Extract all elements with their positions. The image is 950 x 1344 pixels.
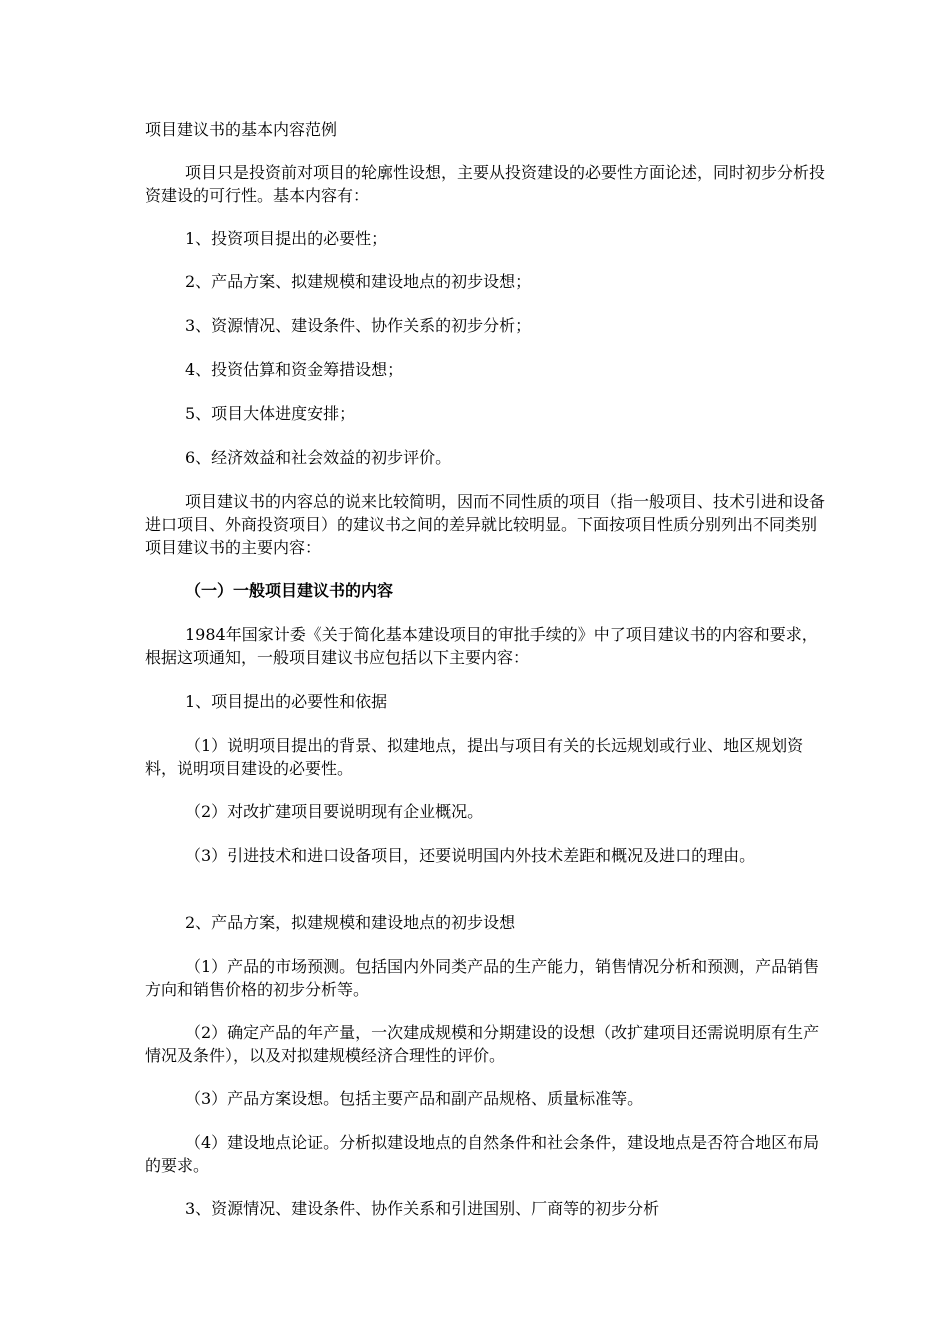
item1-sub2: （2）对改扩建项目要说明现有企业概况。 [185, 802, 484, 821]
item1-sub3: （3）引进技术和进口设备项目，还要说明国内外技术差距和概况及进口的理由。 [185, 846, 756, 865]
basic-item-4: 4、投资估算和资金筹措设想； [185, 360, 404, 379]
document-title: 项目建议书的基本内容范例 [145, 120, 338, 139]
intro-paragraph: 项目只是投资前对项目的轮廓性设想，主要从投资建设的必要性方面论述，同时初步分析投资建设的可行性。基本内容有： [145, 163, 826, 205]
summary-paragraph: 项目建议书的内容总的说来比较简明，因而不同性质的项目（指一般项目、技术引进和设备进口项目、外商投资项目）的建议书之间的差异就比较明显。下面按项目性质分别列出不同类别项目建议书的主要内容： [145, 492, 826, 557]
item1-title: 1、项目提出的必要性和依据 [185, 692, 388, 711]
item2-title: 2、产品方案，拟建规模和建设地点的初步设想 [185, 913, 516, 932]
basic-item-1: 1、投资项目提出的必要性； [185, 229, 388, 248]
item2-sub1: （1）产品的市场预测。包括国内外同类产品的生产能力，销售情况分析和预测，产品销售方向和销售价格的初步分析等。 [145, 957, 820, 999]
basic-item-6: 6、经济效益和社会效益的初步评价。 [185, 448, 452, 467]
basic-item-5: 5、项目大体进度安排； [185, 404, 356, 423]
item1-sub1: （1）说明项目提出的背景、拟建地点，提出与项目有关的长远规划或行业、地区规划资料，说明项目建设的必要性。 [145, 736, 804, 778]
item2-sub2: （2）确定产品的年产量，一次建成规模和分期建设的设想（改扩建项目还需说明原有生产情况及条件），以及对拟建规模经济合理性的评价。 [145, 1023, 820, 1065]
item2-sub3: （3）产品方案设想。包括主要产品和副产品规格、质量标准等。 [185, 1089, 644, 1108]
basic-item-3: 3、资源情况、建设条件、协作关系的初步分析； [185, 316, 532, 335]
section1-intro: 1984年国家计委《关于简化基本建设项目的审批手续的》中了项目建议书的内容和要求，根据这项通知，一般项目建议书应包括以下主要内容： [145, 625, 818, 667]
item2-sub4: （4）建设地点论证。分析拟建设地点的自然条件和社会条件，建设地点是否符合地区布局的要求。 [145, 1133, 820, 1175]
basic-item-2: 2、产品方案、拟建规模和建设地点的初步设想； [185, 272, 532, 291]
section1-heading: （一）一般项目建议书的内容 [185, 581, 394, 600]
item3-title: 3、资源情况、建设条件、协作关系和引进国别、厂商等的初步分析 [185, 1199, 660, 1218]
